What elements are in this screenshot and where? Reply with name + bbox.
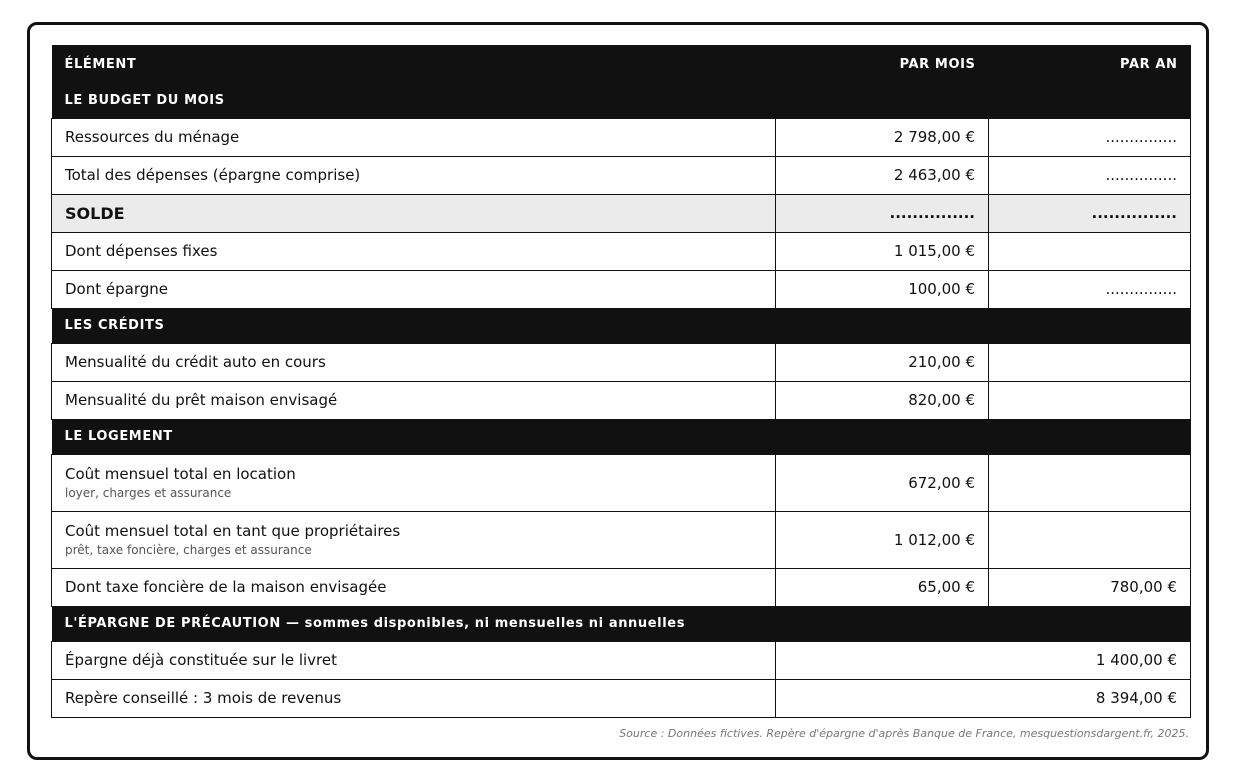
row-label: Dont taxe foncière de la maison envisagée xyxy=(52,568,776,606)
row-value: 1 400,00 € xyxy=(776,641,1191,679)
row-year-value xyxy=(989,232,1191,270)
budget-table xyxy=(51,45,1191,718)
row-month-value: 210,00 € xyxy=(776,343,989,381)
row-label: Mensualité du crédit auto en cours xyxy=(52,343,776,381)
row-year-value: ............... xyxy=(989,270,1191,308)
row-month-value: 2 798,00 € xyxy=(776,118,989,156)
row-year-value: ............... xyxy=(989,156,1191,194)
section-header-credits xyxy=(52,308,1191,343)
table-row xyxy=(52,568,1191,606)
table-row xyxy=(52,454,1191,511)
table-row xyxy=(52,679,1191,717)
section-title: LE BUDGET DU MOIS xyxy=(52,83,1191,118)
table-row xyxy=(52,232,1191,270)
section-title: LE LOGEMENT xyxy=(52,419,1191,454)
section-title: LES CRÉDITS xyxy=(52,308,1191,343)
column-header-year: PAR AN xyxy=(989,45,1191,83)
row-month-value: 1 015,00 € xyxy=(776,232,989,270)
table-row xyxy=(52,270,1191,308)
table-row xyxy=(52,381,1191,419)
row-label: Mensualité du prêt maison envisagé xyxy=(52,381,776,419)
row-year-value xyxy=(989,343,1191,381)
section-header-budget xyxy=(52,83,1191,118)
column-header-month: PAR MOIS xyxy=(776,45,989,83)
section-header-logement xyxy=(52,419,1191,454)
table-row xyxy=(52,641,1191,679)
row-month-value: 2 463,00 € xyxy=(776,156,989,194)
row-label: Dont dépenses fixes xyxy=(52,232,776,270)
row-label: Coût mensuel total en tant que propriétaires xyxy=(65,522,401,540)
row-label-cell xyxy=(52,454,776,511)
table-row xyxy=(52,156,1191,194)
row-label: Coût mensuel total en location xyxy=(65,465,296,483)
row-value: 8 394,00 € xyxy=(776,679,1191,717)
row-year-value: ............... xyxy=(989,194,1191,232)
column-header-element: ÉLÉMENT xyxy=(52,45,776,83)
row-label-cell xyxy=(52,511,776,568)
row-label: Épargne déjà constituée sur le livret xyxy=(52,641,776,679)
row-month-value: 820,00 € xyxy=(776,381,989,419)
row-sublabel: loyer, charges et assurance xyxy=(65,486,232,500)
table-row xyxy=(52,343,1191,381)
row-month-value: ............... xyxy=(776,194,989,232)
row-label: Dont épargne xyxy=(52,270,776,308)
row-label: SOLDE xyxy=(52,194,776,232)
section-header-epargne xyxy=(52,606,1191,641)
row-year-value xyxy=(989,511,1191,568)
row-month-value: 100,00 € xyxy=(776,270,989,308)
row-year-value: 780,00 € xyxy=(989,568,1191,606)
section-title: L'ÉPARGNE DE PRÉCAUTION — sommes disponibles, ni mensuelles ni annuelles xyxy=(52,606,1191,641)
row-label: Repère conseillé : 3 mois de revenus xyxy=(52,679,776,717)
row-month-value: 1 012,00 € xyxy=(776,511,989,568)
table-row xyxy=(52,118,1191,156)
row-label: Total des dépenses (épargne comprise) xyxy=(52,156,776,194)
row-year-value xyxy=(989,454,1191,511)
row-label: Ressources du ménage xyxy=(52,118,776,156)
row-sublabel: prêt, taxe foncière, charges et assurance xyxy=(65,543,312,557)
row-year-value xyxy=(989,381,1191,419)
table-row xyxy=(52,511,1191,568)
source-note: Source : Données fictives. Repère d'épargne d'après Banque de France, mesquestionsdargent.fr, 2025. xyxy=(619,727,1189,740)
table-header-row xyxy=(52,45,1191,83)
row-year-value: ............... xyxy=(989,118,1191,156)
row-month-value: 672,00 € xyxy=(776,454,989,511)
row-month-value: 65,00 € xyxy=(776,568,989,606)
table-row-total xyxy=(52,194,1191,232)
